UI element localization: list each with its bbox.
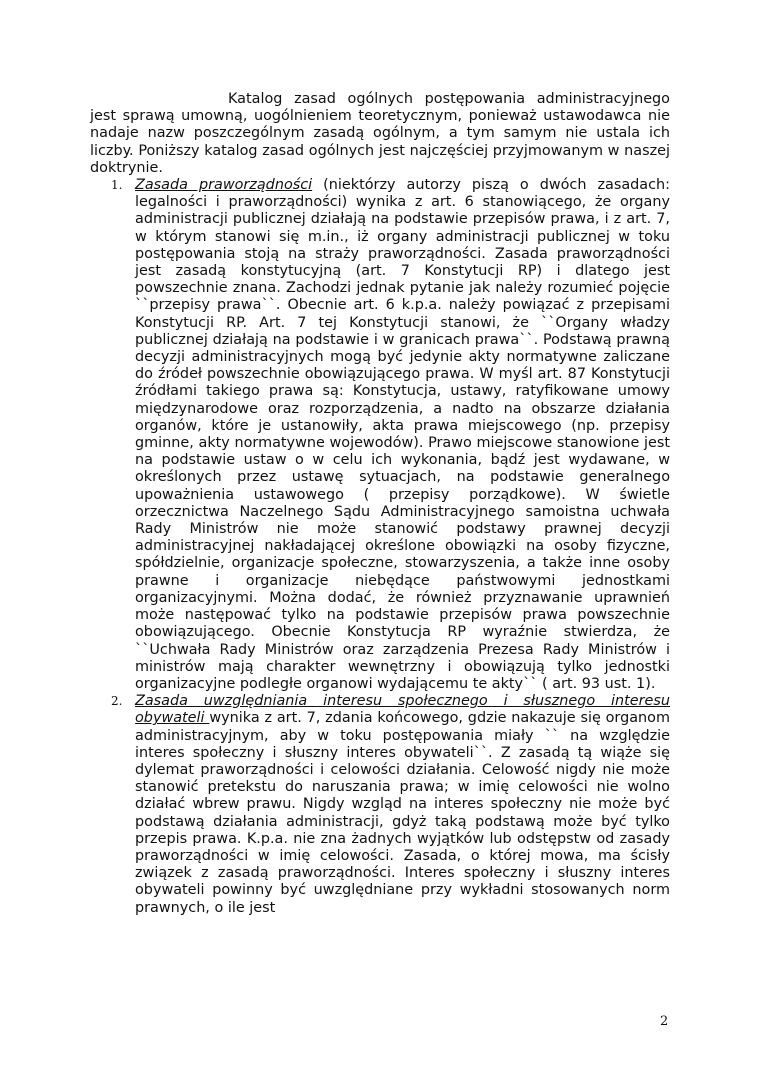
principles-list [90,177,670,917]
principle-title: Zasada uwzględniania interesu społecznego i słusznego interesu obywateli [135,693,670,727]
list-item [90,693,670,917]
list-item [90,177,670,693]
list-item-text [135,177,670,693]
document-page [90,91,670,917]
intro-paragraph: Katalog zasad ogólnych postępowania administracyjnego jest sprawą umowną, uogólnieniem teoretycznym, ponieważ ustawodawca nie nadaje nazw poszczególnym zasadą ogólnym, a tym samym nie ustala ich liczby. Poniższy katalog zasad ogólnych jest najczęściej przyjmowanym w naszej doktrynie. [90,91,670,176]
list-item-number: 1. [111,178,123,193]
list-item-text [135,693,670,917]
page-number: 2 [660,1014,669,1029]
principle-body: (niektórzy autorzy piszą o dwóch zasadach: legalności i praworządności) wynika z art. 6 stanowiącego, że organy administracji publicznej działają na podstawie przepisów prawa, i z art. 7, w którym stanowi się m.in., iż organy administracji publicznej w toku postępowania stoją na straży praworządności. Zasada praworządności jest zasadą konstytucyjną (art. 7 Konstytucji RP) i dlatego jest powszechnie znana. Zachodzi jednak pytanie jak należy rozumieć pojęcie ``przepisy prawa``. Obecnie art. 6 k.p.a. należy powiązać z przepisami Konstytucji RP. Art. 7 tej Konstytucji stanowi, że ``Organy władzy publicznej działają na podstawie i w granicach prawa``. Podstawą prawną decyzji administracyjnych mogą być jedynie akty normatywne zaliczane do źródeł powszechnie obowiązującego prawa. W myśl art. 87 Konstytucji źródłami takiego prawa są: Konstytucja, ustawy, ratyfikowane umowy międzynarodowe oraz rozporządzenia, a nadto na obszarze działania organów, które je ustanowiły, akta prawa miejscowego (np. przepisy gminne, akty normatywne wojewodów). Prawo miejscowe stanowione jest na podstawie ustaw o w celu ich wykonania, bądź jest wydawane, w określonych przez ustawę sytuacjach, na podstawie generalnego upoważnienia ustawowego ( przepisy porządkowe). W świetle orzecznictwa Naczelnego Sądu Administracyjnego samoistna uchwała Rady Ministrów nie może stanowić podstawy prawnej decyzji administracyjnej nakładającej określone obowiązki na osoby fizyczne, spółdzielnie, organizacje społeczne, stowarzyszenia, a także inne osoby prawne i organizacje niebędące państwowymi jednostkami organizacyjnymi. Można dodać, że również przyznawanie uprawnień może następować tylko na podstawie przepisów prawa powszechnie obowiązującego. Obecnie Konstytucja RP wyraźnie stwierdza, że ``Uchwała Rady Ministrów oraz zarządzenia Prezesa Rady Ministrów i ministrów mają charakter wewnętrzny i obowiązują tylko jednostki organizacyjne podległe organowi wydającemu te akty`` ( art. 93 ust. 1). [135,177,670,692]
list-item-number: 2. [111,694,123,709]
principle-title: Zasada praworządności [135,177,313,194]
principle-body: wynika z art. 7, zdania końcowego, gdzie nakazuje się organom administracyjnym, aby w toku postępowania miały `` na względzie interes społeczny i słuszny interes obywateli``. Z zasadą tą wiąże się dylemat praworządności i celowości działania. Celowość nigdy nie może stanowić pretekstu do naruszania prawa; w imię celowości nie wolno działać wbrew prawu. Nigdy wzgląd na interes społeczny nie może być podstawą działania administracji, gdyż taką podstawą może być tylko przepis prawa. K.p.a. nie zna żadnych wyjątków lub odstępstw od zasady praworządności w imię celowości. Zasada, o której mowa, ma ścisły związek z zasadą praworządności. Interes społeczny i słuszny interes obywateli powinny być uwzględniane przy wykładni stosowanych norm prawnych, o ile jest [135,710,670,916]
